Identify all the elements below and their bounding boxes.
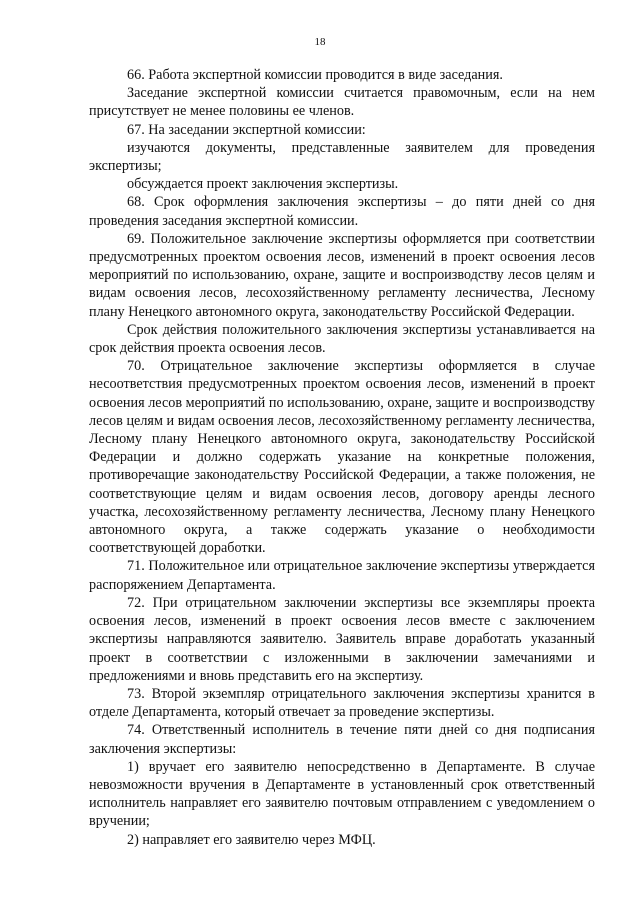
paragraph-67-discussion: обсуждается проект заключения экспертизы. <box>127 176 399 193</box>
paragraph-74-item-1: 1) вручает его заявителю непосредственно в Департаменте. В случае невозможности вручения в Департаменте в установленный срок ответственный исполнитель направляет его заявителю почтовым отправлением с уведомлением о вручении; <box>89 758 595 830</box>
paragraph-73: 73. Второй экземпляр отрицательного заключения экспертизы хранится в отделе Департамента, который отвечает за проведение экспертизы. <box>89 685 595 721</box>
paragraph-66: 66. Работа экспертной комиссии проводится в виде заседания. <box>127 67 503 83</box>
paragraph-69: 69. Положительное заключение экспертизы оформляется при соответствии предусмотренных проектом освоения лесов, изменений в проект освоения лесов мероприятий по использованию, охране, защите и воспроизводству лесов целям и видам освоения лесов, лесохозяйственному регламенту лесничества, Лесному плану Ненецкого автономного округа, законодательству Российской Федерации. <box>89 230 595 320</box>
paragraph-67-documents: изучаются документы, представленные заявителем для проведения экспертизы; <box>89 139 595 175</box>
document-body <box>89 66 595 849</box>
paragraph-71: 71. Положительное или отрицательное заключение экспертизы утверждается распоряжением Департамента. <box>89 558 595 593</box>
paragraph-69-term: Срок действия положительного заключения экспертизы устанавливается на срок действия проекта освоения лесов. <box>89 321 595 357</box>
paragraph-74-item-2: 2) направляет его заявителю через МФЦ. <box>127 831 376 848</box>
paragraph-68: 68. Срок оформления заключения экспертизы – до пяти дней со дня проведения заседания экспертной комиссии. <box>89 194 595 229</box>
paragraph-66-quorum: Заседание экспертной комиссии считается правомочным, если на нем присутствует не менее половины ее членов. <box>89 85 595 120</box>
paragraph-67: 67. На заседании экспертной комиссии: <box>127 121 366 138</box>
paragraph-70: 70. Отрицательное заключение экспертизы оформляется в случае несоответствия предусмотренных проектом освоения лесов, изменений в проект освоения лесов мероприятий по использованию, охране, защите и воспроизводству лесов целям и видам освоения лесов, лесохозяйственному регламенту лесничества, Лесному плану Ненецкого автономного округа, законодательству Российской Федерации и должно содержать указание на конкретные положения, противоречащие законодательству Российской Федерации, а также положения, не соответствующие целям и видам освоения лесов, договору аренды лесного участка, лесохозяйственному регламенту лесничества, Лесному плану Ненецкого автономного округа, а также содержать указание о необходимости соответствующей доработки. <box>89 358 595 557</box>
paragraph-72: 72. При отрицательном заключении экспертизы все экземпляры проекта освоения лесов, изменений в проект освоения лесов вместе с заключением экспертизы направляются заявителю. Заявитель вправе доработать указанный проект в соответствии с изложенными в заключении замечаниями и предложениями и вновь представить его на экспертизу. <box>89 594 595 684</box>
page-number: 18 <box>314 36 326 48</box>
paragraph-74: 74. Ответственный исполнитель в течение пяти дней со дня подписания заключения экспертизы: <box>89 722 595 757</box>
